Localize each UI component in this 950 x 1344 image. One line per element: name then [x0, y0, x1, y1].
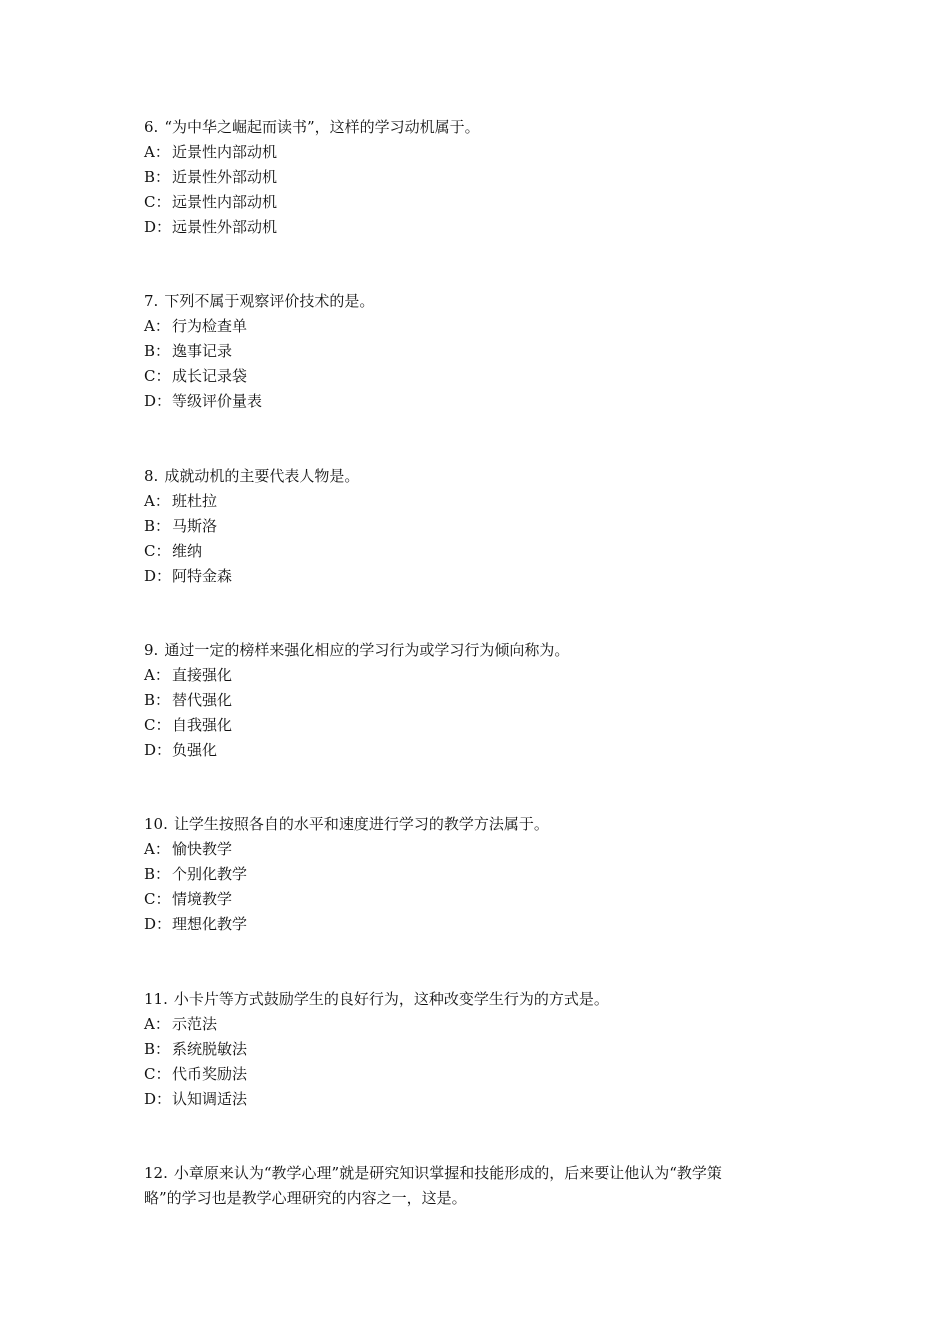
question-text-line-2: 略”的学习也是教学心理研究的内容之一，这是。	[144, 1189, 467, 1207]
question-text: 通过一定的榜样来强化相应的学习行为或学习行为倾向称为。	[164, 641, 570, 659]
option-a	[144, 489, 824, 514]
option-a	[144, 140, 824, 165]
option-letter: D：	[144, 915, 172, 933]
option-letter: D：	[144, 392, 172, 410]
option-letter: A：	[144, 1015, 170, 1033]
option-letter: C：	[144, 890, 171, 908]
option-b	[144, 688, 824, 713]
option-letter: C：	[144, 542, 171, 560]
option-text: 认知调适法	[172, 1090, 248, 1108]
question-stem	[144, 1161, 824, 1186]
option-letter: B：	[144, 865, 171, 883]
question-text: 小卡片等方式鼓励学生的良好行为，这种改变学生行为的方式是。	[173, 990, 609, 1008]
option-text: 代币奖励法	[172, 1065, 248, 1083]
option-letter: C：	[144, 367, 171, 385]
option-a	[144, 314, 824, 339]
option-c	[144, 190, 824, 215]
question-number: 11.	[144, 990, 168, 1008]
option-text: 维纳	[172, 542, 203, 560]
option-b	[144, 165, 824, 190]
option-letter: B：	[144, 168, 171, 186]
option-text: 负强化	[172, 741, 218, 759]
question-7	[144, 289, 824, 414]
option-d	[144, 215, 824, 240]
option-letter: A：	[144, 666, 170, 684]
option-text: 等级评价量表	[172, 392, 263, 410]
option-text: 行为检查单	[172, 317, 248, 335]
option-text: 理想化教学	[172, 915, 248, 933]
question-number: 12.	[144, 1164, 168, 1182]
option-b	[144, 862, 824, 887]
question-text-line-1: 小章原来认为“教学心理”就是研究知识掌握和技能形成的，后来要让他认为“教学策	[173, 1164, 722, 1182]
option-a	[144, 1012, 824, 1037]
option-text: 成长记录袋	[172, 367, 248, 385]
question-number: 10.	[144, 815, 168, 833]
question-number: 6.	[144, 118, 159, 136]
option-text: 自我强化	[172, 716, 233, 734]
option-letter: B：	[144, 1040, 171, 1058]
option-c	[144, 887, 824, 912]
option-text: 班杜拉	[172, 492, 218, 510]
option-d	[144, 912, 824, 937]
option-letter: B：	[144, 691, 171, 709]
question-number: 8.	[144, 467, 159, 485]
option-d	[144, 564, 824, 589]
option-letter: D：	[144, 567, 172, 585]
option-a	[144, 837, 824, 862]
option-b	[144, 514, 824, 539]
question-text: 下列不属于观察评价技术的是。	[164, 292, 375, 310]
question-stem	[144, 115, 824, 140]
option-text: 马斯洛	[172, 517, 218, 535]
option-a	[144, 663, 824, 688]
question-12	[144, 1161, 824, 1211]
question-stem	[144, 464, 824, 489]
option-text: 远景性外部动机	[172, 218, 278, 236]
option-letter: B：	[144, 342, 171, 360]
option-text: 直接强化	[172, 666, 233, 684]
option-b	[144, 339, 824, 364]
option-letter: D：	[144, 218, 172, 236]
option-text: 系统脱敏法	[172, 1040, 248, 1058]
option-letter: A：	[144, 840, 170, 858]
option-letter: C：	[144, 716, 171, 734]
option-text: 逸事记录	[172, 342, 233, 360]
option-text: 个别化教学	[172, 865, 248, 883]
question-6	[144, 115, 824, 240]
question-stem	[144, 987, 824, 1012]
option-text: 情境教学	[172, 890, 233, 908]
question-9	[144, 638, 824, 763]
option-letter: C：	[144, 193, 171, 211]
option-d	[144, 389, 824, 414]
option-letter: A：	[144, 143, 170, 161]
question-text: “为中华之崛起而读书”，这样的学习动机属于。	[164, 118, 480, 136]
option-d	[144, 738, 824, 763]
question-10	[144, 812, 824, 937]
option-letter: D：	[144, 1090, 172, 1108]
option-text: 示范法	[172, 1015, 218, 1033]
option-letter: A：	[144, 317, 170, 335]
question-text: 成就动机的主要代表人物是。	[164, 467, 360, 485]
option-c	[144, 713, 824, 738]
option-text: 替代强化	[172, 691, 233, 709]
option-c	[144, 539, 824, 564]
question-number: 9.	[144, 641, 159, 659]
option-d	[144, 1087, 824, 1112]
option-text: 愉快教学	[172, 840, 233, 858]
question-stem	[144, 812, 824, 837]
option-letter: B：	[144, 517, 171, 535]
option-text: 阿特金森	[172, 567, 233, 585]
question-stem	[144, 289, 824, 314]
question-11	[144, 987, 824, 1112]
option-text: 远景性内部动机	[172, 193, 278, 211]
option-letter: A：	[144, 492, 170, 510]
option-b	[144, 1037, 824, 1062]
option-text: 近景性内部动机	[172, 143, 278, 161]
option-letter: D：	[144, 741, 172, 759]
question-stem	[144, 638, 824, 663]
option-c	[144, 364, 824, 389]
question-number: 7.	[144, 292, 159, 310]
option-c	[144, 1062, 824, 1087]
option-letter: C：	[144, 1065, 171, 1083]
question-8	[144, 464, 824, 589]
option-text: 近景性外部动机	[172, 168, 278, 186]
question-text: 让学生按照各自的水平和速度进行学习的教学方法属于。	[173, 815, 549, 833]
